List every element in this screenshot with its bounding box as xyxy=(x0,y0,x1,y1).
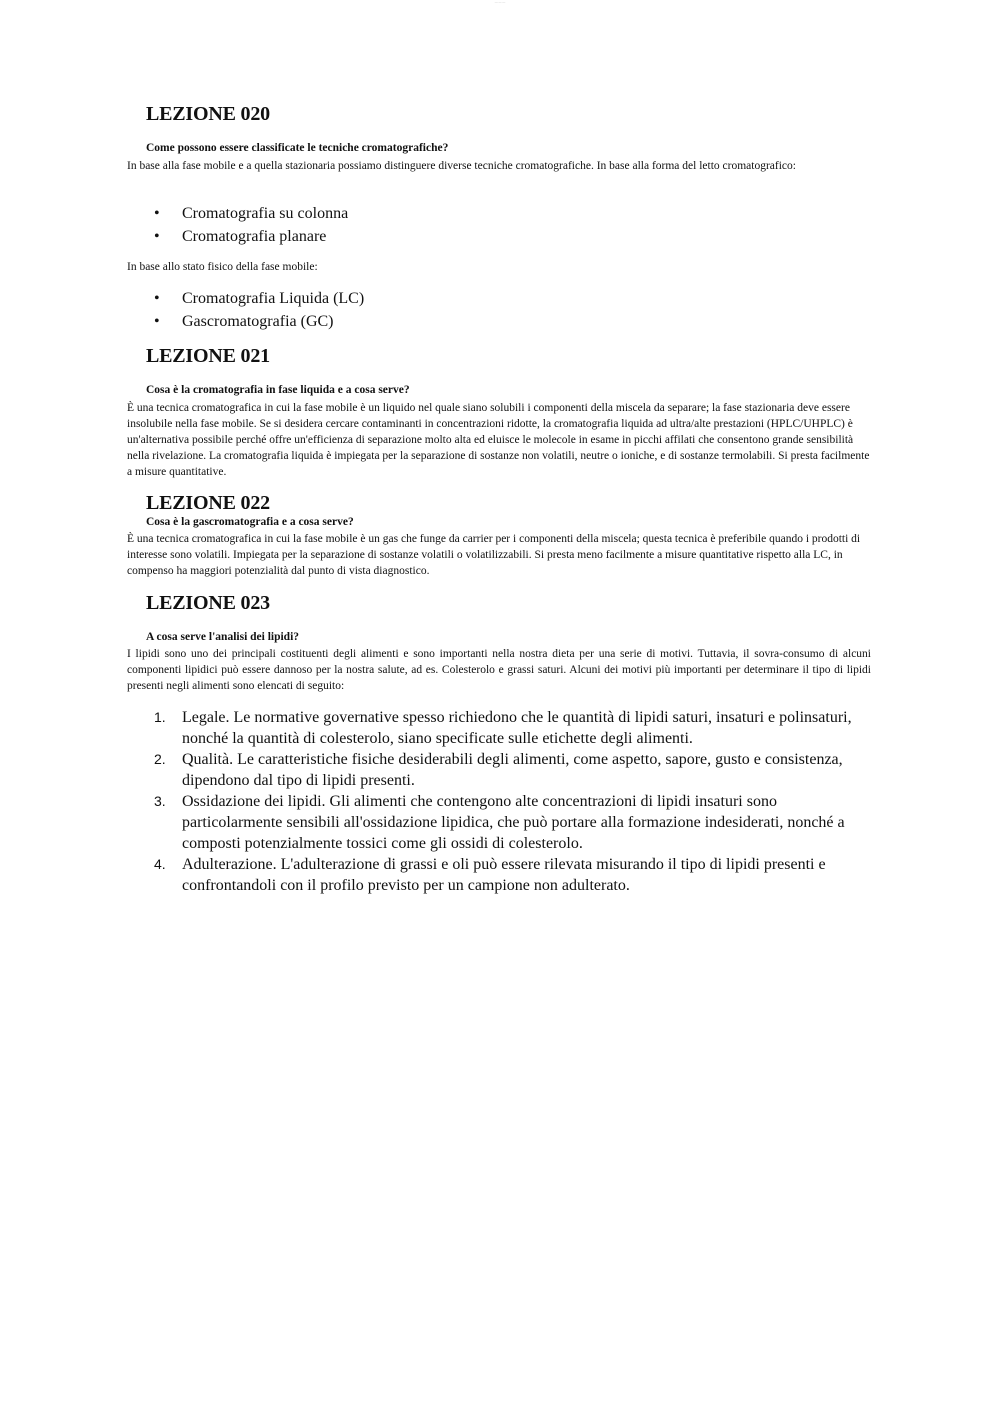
lesson-023-question: A cosa serve l'analisi dei lipidi? xyxy=(146,631,300,643)
lesson-020-intro: In base alla fase mobile e a quella stazionaria possiamo distinguere diverse tecniche cromatografiche. In base alla forma del letto cromatografico: xyxy=(127,160,796,172)
list-item: • Cromatografia planare xyxy=(150,225,348,248)
lesson-022-title: LEZIONE 022 xyxy=(146,492,270,514)
list-item: • Gascromatografia (GC) xyxy=(150,310,364,333)
list-item: • Cromatografia Liquida (LC) xyxy=(150,287,364,310)
lesson-020-bed-list xyxy=(150,202,348,248)
list-item: • Cromatografia su colonna xyxy=(150,202,348,225)
list-number: 2. xyxy=(154,751,166,767)
list-item xyxy=(150,791,870,854)
lesson-023-reasons-list xyxy=(150,707,870,896)
lesson-020-middle: In base allo stato fisico della fase mobile: xyxy=(127,261,318,273)
list-item-text: Ossidazione dei lipidi. Gli alimenti che contengono alte concentrazioni di lipidi insaturi sono particolarmente sensibili all'ossidazione lipidica, che può portare alla formazione indesiderati, nonché a composti potenzialmente tossici come gli ossidi di colesterolo. xyxy=(182,793,845,852)
lesson-023-title: LEZIONE 023 xyxy=(146,592,270,614)
lesson-021-title: LEZIONE 021 xyxy=(146,345,270,367)
list-item xyxy=(150,749,870,791)
list-item xyxy=(150,707,870,749)
lesson-020-phase-list xyxy=(150,287,364,333)
lesson-021-question: Cosa è la cromatografia in fase liquida e a cosa serve? xyxy=(146,384,410,396)
lesson-022-body: È una tecnica cromatografica in cui la fase mobile è un gas che funge da carrier per i componenti della miscela; questa tecnica è preferibile quando i prodotti di interesse sono volatili. Impiegata per la separazione di sostanze volatili o volatilizzabili. Si presta meno facilmente a misure quantitative rispetto alla LC, in compenso ha maggiori potenzialità dal punto di vista diagnostico. xyxy=(127,533,861,577)
lesson-022-question: Cosa è la gascromatografia e a cosa serve? xyxy=(146,516,354,528)
list-item xyxy=(150,854,870,896)
list-item-text: Adulterazione. L'adulterazione di grassi e oli può essere rilevata misurando il tipo di lipidi presenti e confrontandoli con il profilo previsto per un campione non adulterato. xyxy=(182,856,826,894)
list-number: 3. xyxy=(154,793,166,809)
header-mark: — — — xyxy=(494,0,506,4)
lesson-020-question: Come possono essere classificate le tecniche cromatografiche? xyxy=(146,142,449,154)
list-number: 4. xyxy=(154,856,166,872)
list-item-text: Qualità. Le caratteristiche fisiche desiderabili degli alimenti, come aspetto, sapore, gusto e consistenza, dipendono dal tipo di lipidi presenti. xyxy=(182,751,843,789)
lesson-021-body: È una tecnica cromatografica in cui la fase mobile è un liquido nel quale siano solubili i componenti della miscela da separare; la fase stazionaria deve essere insolubile nella fase mobile. Se si desidera cercare contaminanti in concentrazioni ridotte, la cromatografia liquida ad ultra/alte prestazioni (HPLC/UHPLC) è un'alternativa possibile perché offre un'efficienza di separazione molto alta ed eluisce le molecole in esame in picchi affilati che consentono grande sensibilità nella rivelazione. La cromatografia liquida è impiegata per la separazione di sostanze non volatili, neutre o ioniche, e di sostanze termolabili. Si presta facilmente a misure quantitative. xyxy=(127,402,870,478)
lesson-020-title: LEZIONE 020 xyxy=(146,103,270,125)
lesson-023-body: I lipidi sono uno dei principali costituenti degli alimenti e sono importanti nella nostra dieta per una serie di motivi. Tuttavia, il sovra-consumo di alcuni componenti lipidici può essere dannoso per la nostra salute, ad es. Colesterolo e grassi saturi. Alcuni dei motivi più importanti per determinare il tipo di lipidi presenti negli alimenti sono elencati di seguito: xyxy=(127,648,871,692)
list-item-text: Legale. Le normative governative spesso richiedono che le quantità di lipidi saturi, insaturi e polinsaturi, nonché la quantità di colesterolo, siano specificate sulle etichette degli alimenti. xyxy=(182,709,852,747)
list-number: 1. xyxy=(154,709,166,725)
